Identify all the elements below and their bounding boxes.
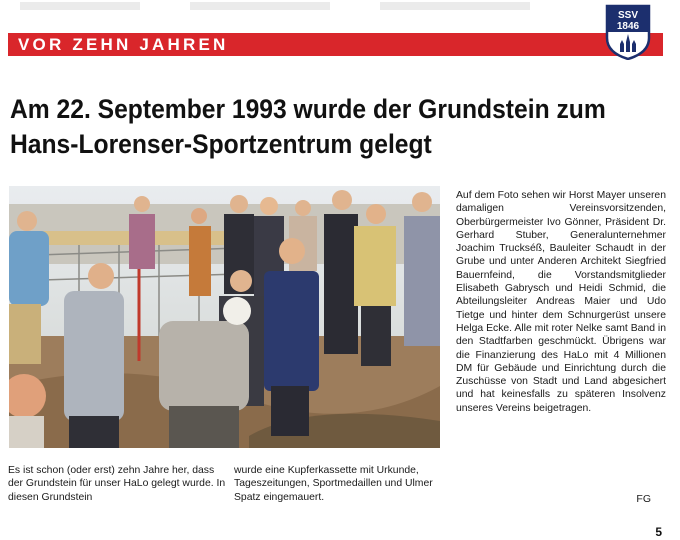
ghost-text-from-previous-page: [0, 0, 600, 30]
ceremony-photo: [9, 186, 440, 448]
headline-line-1: Am 22. September 1993 wurde der Grundstein zum: [10, 94, 606, 124]
section-title: VOR ZEHN JAHREN: [18, 35, 229, 54]
headline: [10, 92, 615, 162]
author-initials: FG: [636, 493, 651, 505]
logo-text-year: 1846: [616, 21, 640, 32]
section-banner: [8, 33, 663, 56]
headline-line-2: Hans-Lorenser-Sportzentrum gelegt: [10, 129, 432, 159]
ssv-1846-logo: [605, 4, 651, 60]
photo-caption-left: Es ist schon (oder erst) zehn Jahre her, dass der Grundstein für unser HaLo gelegt wurde. In diesen Grundstein: [8, 465, 226, 503]
article-body: Auf dem Foto sehen wir Horst Mayer unseren damaligen Vereinsvorsitzenden, Oberbürgermeister Ivo Gönner, Präsident Dr. Gerhard Stuber, Generalunternehmer Joachim Truckséß, Bauleiter Schaudt in der Grube und unter Anderen Architekt Siegfried Bauernfeind, die Vorstandsmitglieder Elisabeth Gabrysch und Heidi Schmid, die Abteilungsleiter Andreas Maier und Udo Tietge und hinter dem Schnurgerüst unsere Helga Ecke. Alle mit roter Nelke samt Band in den Stadtfarben geschmückt. Übrigens war die Finanzierung des HaLo mit 4 Millionen DM für Gebäude und Einrichtung durch die Zuschüsse von Stadt und Land abgesichert und hat keinesfalls zu späteren Insolvenz unseres Vereins beigetragen.: [456, 190, 666, 414]
photo-caption-right: wurde eine Kupferkassette mit Urkunde, Tageszeitungen, Sportmedaillen und Ulmer Spatz eingemauert.: [234, 465, 433, 503]
page-number: 5: [655, 525, 662, 539]
logo-text-ssv: SSV: [617, 10, 639, 21]
